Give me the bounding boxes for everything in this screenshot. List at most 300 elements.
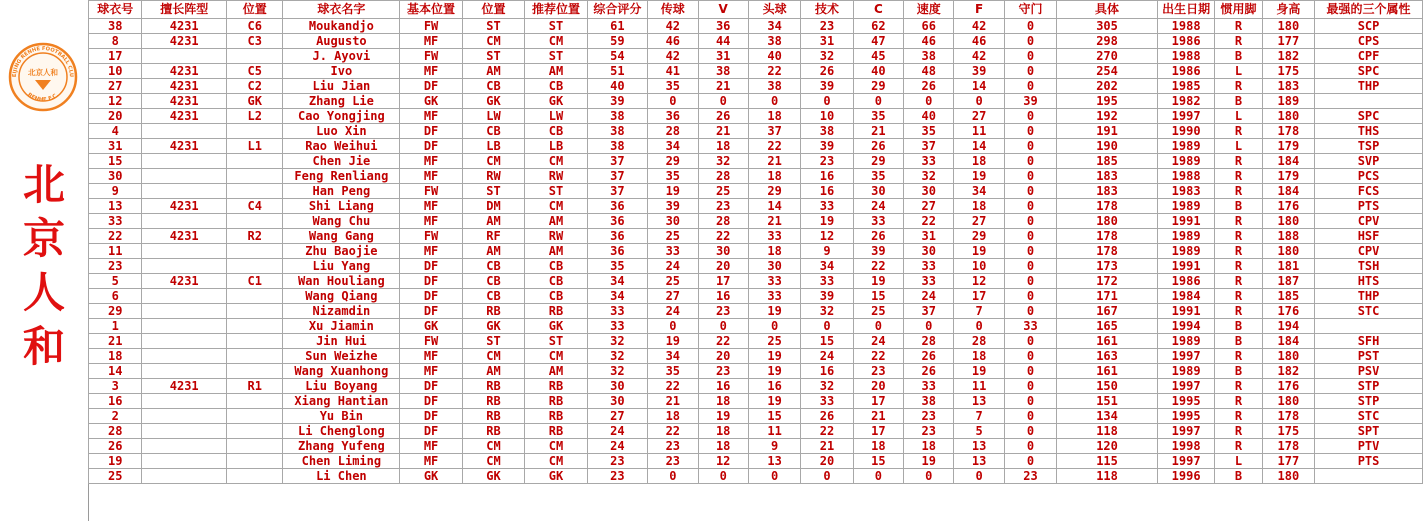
cell-col-recommended-position: AM [525, 214, 587, 229]
cell-col-jersey-name: Zhang Yufeng [283, 439, 400, 454]
cell-col-heading: 0 [748, 94, 800, 109]
cell-col-f: 5 [954, 424, 1004, 439]
cell-col-v: 20 [698, 259, 748, 274]
cell-col-top-three-attributes: THP [1315, 289, 1423, 304]
cell-col-technique: 26 [801, 409, 853, 424]
cell-col-speed: 0 [904, 469, 954, 484]
cell-col-height: 180 [1262, 214, 1314, 229]
cell-col-f: 27 [954, 214, 1004, 229]
cell-col-jersey-number: 26 [89, 439, 142, 454]
cell-col-preferred-foot: R [1215, 34, 1262, 49]
cell-col-passing: 24 [648, 259, 698, 274]
cell-col-slot: C5 [227, 64, 283, 79]
cell-col-goalkeeping: 0 [1004, 49, 1056, 64]
cell-col-position: GK [462, 319, 524, 334]
cell-col-technique: 33 [801, 274, 853, 289]
cell-col-basic-position: DF [400, 79, 462, 94]
cell-col-f: 11 [954, 379, 1004, 394]
cell-col-preferred-foot: R [1215, 379, 1262, 394]
cell-col-speed: 0 [904, 94, 954, 109]
cell-col-passing: 0 [648, 94, 698, 109]
cell-col-overall-rating: 23 [587, 469, 647, 484]
cell-col-jersey-number: 5 [89, 274, 142, 289]
cell-col-speed: 33 [904, 274, 954, 289]
table-row [89, 394, 1423, 409]
cell-col-goalkeeping: 0 [1004, 409, 1056, 424]
cell-col-goalkeeping: 0 [1004, 79, 1056, 94]
cell-col-recommended-position: GK [525, 319, 587, 334]
cell-col-passing: 0 [648, 469, 698, 484]
cell-col-height: 182 [1262, 364, 1314, 379]
cell-col-passing: 18 [648, 409, 698, 424]
header-col-birth-year: 出生日期 [1157, 1, 1214, 19]
cell-col-slot [227, 334, 283, 349]
table-row [89, 244, 1423, 259]
table-row [89, 94, 1423, 109]
cell-col-basic-position: DF [400, 424, 462, 439]
table-header [89, 1, 1423, 19]
cell-col-technique: 10 [801, 109, 853, 124]
cell-col-v: 18 [698, 424, 748, 439]
cell-col-technique: 33 [801, 394, 853, 409]
cell-col-slot [227, 394, 283, 409]
cell-col-position: ST [462, 184, 524, 199]
cell-col-goalkeeping: 0 [1004, 439, 1056, 454]
cell-col-basic-position: MF [400, 439, 462, 454]
cell-col-formation [142, 409, 227, 424]
cell-col-overall-rating: 40 [587, 79, 647, 94]
cell-col-top-three-attributes: CPF [1315, 49, 1423, 64]
cell-col-overall-rating: 32 [587, 334, 647, 349]
logo-center-text: 北京人和 [28, 68, 58, 77]
cell-col-recommended-position: CB [525, 79, 587, 94]
table-row [89, 49, 1423, 64]
cell-col-top-three-attributes: PTV [1315, 439, 1423, 454]
cell-col-slot: C3 [227, 34, 283, 49]
cell-col-birth-year: 1988 [1157, 49, 1214, 64]
cell-col-speed: 66 [904, 19, 954, 34]
cell-col-c: 33 [853, 214, 903, 229]
cell-col-v: 18 [698, 139, 748, 154]
cell-col-total: 120 [1057, 439, 1158, 454]
cell-col-birth-year: 1989 [1157, 229, 1214, 244]
cell-col-v: 28 [698, 214, 748, 229]
cell-col-preferred-foot: R [1215, 19, 1262, 34]
cell-col-heading: 33 [748, 274, 800, 289]
cell-col-c: 0 [853, 469, 903, 484]
cell-col-f: 0 [954, 469, 1004, 484]
cell-col-v: 23 [698, 199, 748, 214]
cell-col-total: 183 [1057, 169, 1158, 184]
cell-col-height: 180 [1262, 109, 1314, 124]
cell-col-jersey-name: Jin Hui [283, 334, 400, 349]
cell-col-c: 24 [853, 334, 903, 349]
cell-col-jersey-name: Augusto [283, 34, 400, 49]
cell-col-slot [227, 319, 283, 334]
cell-col-passing: 41 [648, 64, 698, 79]
cell-col-formation [142, 154, 227, 169]
cell-col-v: 0 [698, 94, 748, 109]
cell-col-birth-year: 1997 [1157, 424, 1214, 439]
cell-col-total: 171 [1057, 289, 1158, 304]
cell-col-c: 40 [853, 64, 903, 79]
cell-col-overall-rating: 23 [587, 454, 647, 469]
cell-col-jersey-number: 1 [89, 319, 142, 334]
cell-col-total: 305 [1057, 19, 1158, 34]
header-col-formation: 擅长阵型 [142, 1, 227, 19]
cell-col-height: 180 [1262, 394, 1314, 409]
table-row [89, 79, 1423, 94]
cell-col-height: 175 [1262, 64, 1314, 79]
cell-col-c: 19 [853, 274, 903, 289]
cell-col-top-three-attributes: STC [1315, 304, 1423, 319]
cell-col-recommended-position: CB [525, 289, 587, 304]
cell-col-position: RB [462, 424, 524, 439]
cell-col-formation: 4231 [142, 109, 227, 124]
cell-col-overall-rating: 34 [587, 274, 647, 289]
cell-col-birth-year: 1986 [1157, 34, 1214, 49]
header-col-top-three-attributes: 最强的三个属性 [1315, 1, 1423, 19]
cell-col-overall-rating: 30 [587, 379, 647, 394]
cell-col-c: 26 [853, 229, 903, 244]
cell-col-v: 16 [698, 379, 748, 394]
cell-col-recommended-position: CM [525, 454, 587, 469]
cell-col-jersey-number: 30 [89, 169, 142, 184]
cell-col-jersey-name: Nizamdin [283, 304, 400, 319]
cell-col-c: 29 [853, 79, 903, 94]
cell-col-total: 180 [1057, 214, 1158, 229]
cell-col-slot [227, 349, 283, 364]
cell-col-passing: 22 [648, 379, 698, 394]
cell-col-goalkeeping: 0 [1004, 364, 1056, 379]
cell-col-recommended-position: AM [525, 364, 587, 379]
cell-col-goalkeeping: 23 [1004, 469, 1056, 484]
cell-col-technique: 21 [801, 439, 853, 454]
cell-col-total: 190 [1057, 139, 1158, 154]
cell-col-preferred-foot: R [1215, 154, 1262, 169]
cell-col-jersey-number: 11 [89, 244, 142, 259]
cell-col-position: RW [462, 169, 524, 184]
cell-col-birth-year: 1997 [1157, 349, 1214, 364]
cell-col-overall-rating: 38 [587, 109, 647, 124]
cell-col-f: 28 [954, 334, 1004, 349]
cell-col-overall-rating: 39 [587, 94, 647, 109]
cell-col-heading: 30 [748, 259, 800, 274]
cell-col-top-three-attributes [1315, 469, 1423, 484]
cell-col-height: 175 [1262, 424, 1314, 439]
cell-col-preferred-foot: R [1215, 274, 1262, 289]
cell-col-recommended-position: RW [525, 169, 587, 184]
cell-col-passing: 46 [648, 34, 698, 49]
cell-col-heading: 0 [748, 469, 800, 484]
logo-top-text: EIJING RENHE FOOTBALL CLU [11, 45, 75, 78]
cell-col-goalkeeping: 0 [1004, 154, 1056, 169]
cell-col-formation: 4231 [142, 19, 227, 34]
cell-col-birth-year: 1984 [1157, 289, 1214, 304]
cell-col-overall-rating: 37 [587, 154, 647, 169]
cell-col-position: LB [462, 139, 524, 154]
cell-col-basic-position: MF [400, 64, 462, 79]
cell-col-height: 177 [1262, 454, 1314, 469]
cell-col-height: 188 [1262, 229, 1314, 244]
cell-col-f: 19 [954, 244, 1004, 259]
cell-col-f: 18 [954, 199, 1004, 214]
header-col-recommended-position: 推荐位置 [525, 1, 587, 19]
cell-col-f: 18 [954, 154, 1004, 169]
cell-col-basic-position: FW [400, 184, 462, 199]
cell-col-overall-rating: 37 [587, 169, 647, 184]
cell-col-height: 180 [1262, 349, 1314, 364]
cell-col-slot: C1 [227, 274, 283, 289]
header-col-f: F [954, 1, 1004, 19]
cell-col-preferred-foot: B [1215, 319, 1262, 334]
cell-col-formation: 4231 [142, 274, 227, 289]
cell-col-passing: 29 [648, 154, 698, 169]
cell-col-technique: 9 [801, 244, 853, 259]
cell-col-overall-rating: 36 [587, 244, 647, 259]
cell-col-overall-rating: 59 [587, 34, 647, 49]
cell-col-total: 163 [1057, 349, 1158, 364]
cell-col-overall-rating: 51 [587, 64, 647, 79]
cell-col-jersey-name: Yu Bin [283, 409, 400, 424]
cell-col-speed: 23 [904, 424, 954, 439]
cell-col-height: 176 [1262, 304, 1314, 319]
table-row [89, 229, 1423, 244]
cell-col-jersey-number: 12 [89, 94, 142, 109]
cell-col-goalkeeping: 0 [1004, 214, 1056, 229]
table-row [89, 124, 1423, 139]
table-row [89, 214, 1423, 229]
table-row [89, 34, 1423, 49]
cell-col-jersey-name: Xu Jiamin [283, 319, 400, 334]
cell-col-recommended-position: AM [525, 64, 587, 79]
cell-col-heading: 19 [748, 394, 800, 409]
table-row [89, 19, 1423, 34]
header-col-technique: 技术 [801, 1, 853, 19]
cell-col-formation [142, 244, 227, 259]
cell-col-c: 22 [853, 349, 903, 364]
cell-col-position: DM [462, 199, 524, 214]
cell-col-overall-rating: 30 [587, 394, 647, 409]
cell-col-slot: C6 [227, 19, 283, 34]
cell-col-goalkeeping: 39 [1004, 94, 1056, 109]
cell-col-slot [227, 124, 283, 139]
cell-col-birth-year: 1988 [1157, 19, 1214, 34]
cell-col-heading: 25 [748, 334, 800, 349]
cell-col-basic-position: MF [400, 169, 462, 184]
cell-col-preferred-foot: L [1215, 139, 1262, 154]
cell-col-top-three-attributes: SPT [1315, 424, 1423, 439]
cell-col-jersey-name: J. Ayovi [283, 49, 400, 64]
cell-col-goalkeeping: 0 [1004, 274, 1056, 289]
cell-col-heading: 14 [748, 199, 800, 214]
cell-col-preferred-foot: R [1215, 184, 1262, 199]
cell-col-height: 183 [1262, 79, 1314, 94]
cell-col-speed: 0 [904, 319, 954, 334]
cell-col-total: 192 [1057, 109, 1158, 124]
cell-col-basic-position: MF [400, 199, 462, 214]
cell-col-heading: 22 [748, 64, 800, 79]
cell-col-c: 45 [853, 49, 903, 64]
cell-col-formation [142, 439, 227, 454]
cell-col-height: 189 [1262, 94, 1314, 109]
cell-col-heading: 19 [748, 364, 800, 379]
cell-col-speed: 46 [904, 34, 954, 49]
cell-col-top-three-attributes: PTS [1315, 199, 1423, 214]
header-row [89, 1, 1423, 19]
cell-col-technique: 24 [801, 349, 853, 364]
table-body [89, 19, 1423, 484]
cell-col-recommended-position: CM [525, 199, 587, 214]
cell-col-passing: 28 [648, 124, 698, 139]
cell-col-heading: 38 [748, 79, 800, 94]
cell-col-recommended-position: ST [525, 49, 587, 64]
cell-col-f: 0 [954, 94, 1004, 109]
cell-col-top-three-attributes: FCS [1315, 184, 1423, 199]
cell-col-c: 25 [853, 304, 903, 319]
cell-col-birth-year: 1989 [1157, 199, 1214, 214]
cell-col-jersey-name: Wang Xuanhong [283, 364, 400, 379]
table-row [89, 409, 1423, 424]
header-col-passing: 传球 [648, 1, 698, 19]
cell-col-technique: 39 [801, 139, 853, 154]
cell-col-c: 35 [853, 109, 903, 124]
cell-col-birth-year: 1997 [1157, 109, 1214, 124]
cell-col-f: 42 [954, 49, 1004, 64]
cell-col-v: 32 [698, 154, 748, 169]
cell-col-formation [142, 334, 227, 349]
cell-col-recommended-position: ST [525, 184, 587, 199]
cell-col-preferred-foot: R [1215, 229, 1262, 244]
cell-col-v: 26 [698, 109, 748, 124]
cell-col-jersey-name: Zhu Baojie [283, 244, 400, 259]
cell-col-overall-rating: 54 [587, 49, 647, 64]
table-row [89, 334, 1423, 349]
header-col-height: 身高 [1262, 1, 1314, 19]
cell-col-jersey-name: Moukandjo [283, 19, 400, 34]
cell-col-total: 191 [1057, 124, 1158, 139]
cell-col-jersey-number: 6 [89, 289, 142, 304]
cell-col-technique: 20 [801, 454, 853, 469]
cell-col-speed: 33 [904, 379, 954, 394]
cell-col-v: 22 [698, 229, 748, 244]
cell-col-technique: 0 [801, 319, 853, 334]
cell-col-top-three-attributes: STP [1315, 379, 1423, 394]
cell-col-c: 21 [853, 124, 903, 139]
cell-col-heading: 29 [748, 184, 800, 199]
cell-col-preferred-foot: R [1215, 124, 1262, 139]
player-table [88, 0, 1423, 484]
cell-col-speed: 18 [904, 439, 954, 454]
cell-col-passing: 27 [648, 289, 698, 304]
cell-col-overall-rating: 27 [587, 409, 647, 424]
cell-col-birth-year: 1988 [1157, 169, 1214, 184]
cell-col-passing: 35 [648, 364, 698, 379]
team-name-char: 北 [22, 160, 65, 209]
cell-col-f: 27 [954, 109, 1004, 124]
cell-col-heading: 19 [748, 349, 800, 364]
cell-col-jersey-name: Zhang Lie [283, 94, 400, 109]
header-col-c: C [853, 1, 903, 19]
cell-col-basic-position: DF [400, 304, 462, 319]
cell-col-basic-position: MF [400, 364, 462, 379]
cell-col-basic-position: FW [400, 334, 462, 349]
cell-col-height: 178 [1262, 439, 1314, 454]
cell-col-goalkeeping: 33 [1004, 319, 1056, 334]
cell-col-birth-year: 1990 [1157, 124, 1214, 139]
cell-col-passing: 42 [648, 19, 698, 34]
cell-col-goalkeeping: 0 [1004, 379, 1056, 394]
cell-col-formation [142, 319, 227, 334]
cell-col-recommended-position: CM [525, 34, 587, 49]
cell-col-top-three-attributes: SPC [1315, 109, 1423, 124]
cell-col-top-three-attributes: SPC [1315, 64, 1423, 79]
cell-col-recommended-position: RB [525, 394, 587, 409]
cell-col-technique: 23 [801, 19, 853, 34]
header-col-slot: 位置 [227, 1, 283, 19]
cell-col-c: 0 [853, 319, 903, 334]
cell-col-overall-rating: 32 [587, 349, 647, 364]
cell-col-v: 19 [698, 409, 748, 424]
cell-col-c: 47 [853, 34, 903, 49]
cell-col-v: 16 [698, 289, 748, 304]
cell-col-speed: 30 [904, 184, 954, 199]
cell-col-jersey-name: Wang Chu [283, 214, 400, 229]
table-row [89, 64, 1423, 79]
cell-col-recommended-position: CM [525, 349, 587, 364]
cell-col-passing: 34 [648, 349, 698, 364]
cell-col-overall-rating: 24 [587, 439, 647, 454]
cell-col-total: 173 [1057, 259, 1158, 274]
cell-col-basic-position: GK [400, 319, 462, 334]
cell-col-position: GK [462, 469, 524, 484]
table-row [89, 139, 1423, 154]
cell-col-heading: 22 [748, 139, 800, 154]
cell-col-jersey-number: 13 [89, 199, 142, 214]
cell-col-v: 21 [698, 124, 748, 139]
cell-col-goalkeeping: 0 [1004, 109, 1056, 124]
cell-col-top-three-attributes: TSP [1315, 139, 1423, 154]
cell-col-height: 184 [1262, 154, 1314, 169]
header-col-speed: 速度 [904, 1, 954, 19]
cell-col-slot: L1 [227, 139, 283, 154]
cell-col-passing: 23 [648, 454, 698, 469]
cell-col-preferred-foot: B [1215, 199, 1262, 214]
cell-col-position: CM [462, 349, 524, 364]
table-row [89, 259, 1423, 274]
cell-col-top-three-attributes: PTS [1315, 454, 1423, 469]
cell-col-slot: R1 [227, 379, 283, 394]
cell-col-basic-position: DF [400, 259, 462, 274]
cell-col-height: 181 [1262, 259, 1314, 274]
cell-col-c: 39 [853, 244, 903, 259]
cell-col-overall-rating: 35 [587, 259, 647, 274]
cell-col-jersey-number: 10 [89, 64, 142, 79]
cell-col-goalkeeping: 0 [1004, 199, 1056, 214]
cell-col-goalkeeping: 0 [1004, 244, 1056, 259]
cell-col-technique: 15 [801, 334, 853, 349]
cell-col-height: 176 [1262, 379, 1314, 394]
cell-col-slot [227, 409, 283, 424]
cell-col-top-three-attributes: CPV [1315, 244, 1423, 259]
cell-col-slot [227, 154, 283, 169]
cell-col-c: 62 [853, 19, 903, 34]
cell-col-formation [142, 394, 227, 409]
cell-col-jersey-name: Li Chenglong [283, 424, 400, 439]
cell-col-top-three-attributes [1315, 94, 1423, 109]
cell-col-v: 23 [698, 304, 748, 319]
cell-col-preferred-foot: R [1215, 79, 1262, 94]
